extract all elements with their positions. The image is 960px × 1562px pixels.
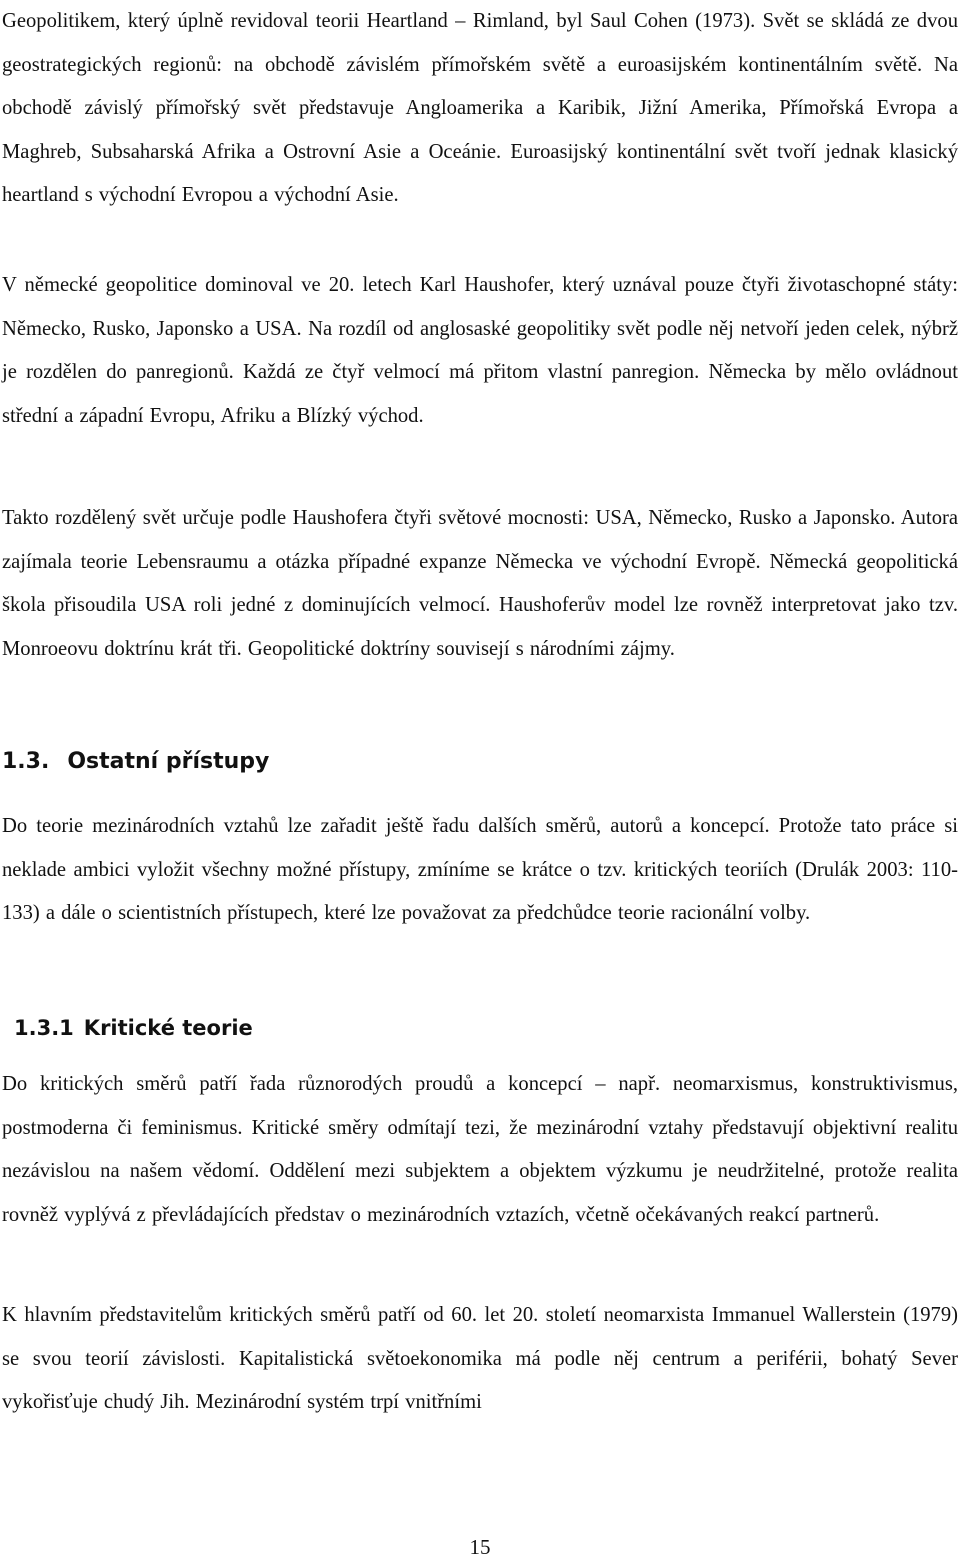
paragraph-haushofer-powers: Takto rozdělený svět určuje podle Haushofera čtyři světové mocnosti: USA, Německo, Rusko a Japonsko. Autora zajímala teorie Lebensraumu a otázka případné expanze Německa ve východní Evropě. Německá geopolitická škola přisoudila USA roli jedné z dominujících velmocí. Haushoferův model lze rovněž interpretovat jako tzv. Monroeovu doktrínu krát tři. Geopolitické doktríny souvisejí s národními zájmy. [2, 507, 958, 660]
paragraph-other-approaches: Do teorie mezinárodních vztahů lze zařadit ještě řadu dalších směrů, autorů a koncepcí. Protože tato práce si neklade ambici vyložit všechny možné přístupy, zmíníme se krátce o tzv. kritických teoriích (Drulák 2003: 110-133) a dále o scientistních přístupech, které lze považovat za předchůdce teorie racionální volby. [2, 815, 958, 924]
page-number: 15 [469, 1535, 491, 1559]
subsection-heading [14, 1008, 253, 1048]
subsection-title: Kritické teorie [83, 1016, 253, 1040]
paragraph-wallerstein: K hlavním představitelům kritických směrů patří od 60. let 20. století neomarxista Immanuel Wallerstein (1979) se svou teorií závislosti. Kapitalistická světoekonomika má podle něj centrum a periférii, bohatý Sever vykořisťuje chudý Jih. Mezinárodní systém trpí vnitřními [2, 1304, 958, 1413]
paragraph-critical-directions: Do kritických směrů patří řada různorodých proudů a koncepcí – např. neomarxismus, konstruktivismus, postmoderna či feminismus. Kritické směry odmítají tezi, že mezinárodní vztahy představují objektivní realitu nezávislou na našem vědomí. Oddělení mezi subjektem a objektem výzkumu je neudržitelné, protože realita rovněž vyplývá z převládajících představ o mezinárodních vztazích, včetně očekávaných reakcí partnerů. [2, 1073, 958, 1226]
section-title: Ostatní přístupy [67, 749, 270, 774]
section-heading [2, 742, 269, 782]
paragraph-haushofer: V německé geopolitice dominoval ve 20. letech Karl Haushofer, který uznával pouze čtyři životaschopné státy: Německo, Rusko, Japonsko a USA. Na rozdíl od anglosaské geopolitiky svět podle něj netvoří jeden celek, nýbrž je rozdělen do panregionů. Každá ze čtyř velmocí má přitom vlastní panregion. Německa by mělo ovládnout střední a západní Evropu, Afriku a Blízký východ. [2, 274, 958, 427]
subsection-number: 1.3.1 [14, 1016, 74, 1040]
section-number: 1.3. [2, 749, 50, 774]
paragraph-cohen: Geopolitikem, který úplně revidoval teorii Heartland – Rimland, byl Saul Cohen (1973). Svět se skládá ze dvou geostrategických regionů: na obchodě závislém přímořském světě a euroasijském kontinentálním světě. Na obchodě závislý přímořský svět představuje Angloamerika a Karibik, Jižní Amerika, Přímořská Evropa a Maghreb, Subsaharská Afrika a Ostrovní Asie a Oceánie. Euroasijský kontinentální svět tvoří jednak klasický heartland s východní Evropou a východní Asie. [2, 10, 958, 206]
